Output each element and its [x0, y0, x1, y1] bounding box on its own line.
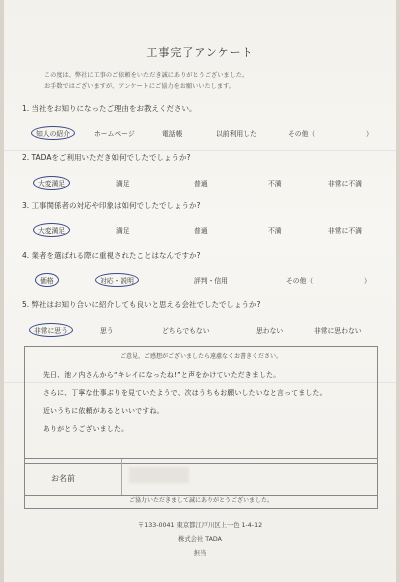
option-very-satisfied[interactable]: 大変満足: [33, 223, 70, 237]
comment-header: ご意見、ご感想がございましたら遠慮なくお書きください。: [119, 353, 282, 360]
option-other[interactable]: その他（: [288, 130, 316, 138]
option-price[interactable]: 価格: [35, 273, 59, 287]
footer-address: 〒133-0041 東京都江戸川区上一色 1-4-12: [137, 522, 263, 529]
survey-paper: [4, 0, 396, 582]
option-unsatisfied[interactable]: 不満: [268, 180, 282, 188]
option-other-close: ）: [364, 277, 371, 285]
question-3: 3. 工事関係者の対応や印象は如何でしたでしょうか?: [22, 201, 201, 210]
option-other[interactable]: その他（: [286, 277, 314, 285]
name-box[interactable]: [24, 458, 378, 496]
question-2: 2. TADAをご利用いただき如何でしたでしょうか?: [22, 153, 191, 162]
option-strongly-disagree[interactable]: 非常に思わない: [314, 327, 362, 335]
question-1: 1. 当社をお知りになったご理由をお教えください。: [22, 104, 197, 113]
option-normal[interactable]: 普通: [194, 180, 208, 188]
name-label: お名前: [51, 474, 75, 483]
option-disagree[interactable]: 思わない: [256, 327, 284, 335]
option-agree[interactable]: 思う: [100, 327, 114, 335]
footer-person: 担当: [193, 550, 207, 557]
comment-line: ありがとうございました。: [43, 425, 129, 433]
option-phonebook[interactable]: 電話帳: [162, 130, 183, 138]
option-strongly-agree[interactable]: 非常に思う: [29, 323, 73, 337]
intro-text: [44, 70, 364, 92]
option-satisfied[interactable]: 満足: [116, 227, 130, 235]
thanks-text: ご協力いただきまして誠にありがとうございました。: [24, 494, 378, 509]
option-acquaintance[interactable]: 知人の紹介: [31, 126, 75, 140]
option-reputation[interactable]: 評判・信用: [194, 277, 228, 285]
intro-line-1: この度は、弊社に工事のご依頼をいただき誠にありがとうございました。: [44, 72, 249, 79]
option-response[interactable]: 対応・説明: [95, 273, 139, 287]
comment-line: 先日、池ノ内さんから“キレイになったね!”と声をかけていただきました。: [43, 371, 281, 379]
option-other-close: ）: [366, 130, 373, 138]
option-normal[interactable]: 普通: [194, 227, 208, 235]
option-homepage[interactable]: ホームページ: [94, 130, 135, 138]
option-unsatisfied[interactable]: 不満: [268, 227, 282, 235]
option-used-before[interactable]: 以前利用した: [216, 130, 257, 138]
question-4: 4. 業者を選ばれる際に重視されたことはなんですか?: [22, 251, 201, 260]
comment-line: さらに、丁寧な仕事ぶりを見ていたようで、次はうちもお願いしたいなと言ってました。: [43, 389, 327, 397]
option-very-satisfied[interactable]: 大変満足: [33, 176, 70, 190]
option-very-unsatisfied[interactable]: 非常に不満: [328, 180, 362, 188]
page-title: 工事完了アンケート: [146, 46, 254, 59]
question-5: 5. 弊社はお知り合いに紹介しても良いと思える会社でしたでしょうか?: [22, 300, 261, 309]
name-redacted: [129, 467, 189, 483]
comment-line: 近いうちに依頼があるといいですね。: [43, 407, 164, 415]
comment-box[interactable]: [24, 346, 378, 464]
option-very-unsatisfied[interactable]: 非常に不満: [328, 227, 362, 235]
option-neutral[interactable]: どちらでもない: [162, 327, 210, 335]
intro-line-2: お手数ではございますが、アンケートにご協力をお願いいたします。: [44, 83, 235, 90]
option-satisfied[interactable]: 満足: [116, 180, 130, 188]
footer-company: 株式会社 TADA: [178, 536, 222, 543]
